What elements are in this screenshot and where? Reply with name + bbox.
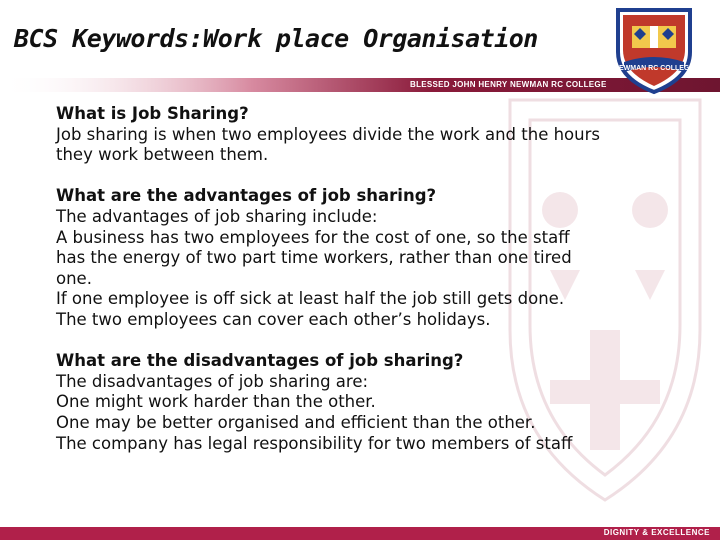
answer-line: One might work harder than the other. xyxy=(56,392,376,412)
answer-line: The advantages of job sharing include: xyxy=(56,206,378,226)
answer-line: they work between them. xyxy=(56,145,269,165)
question-job-sharing: What is Job Sharing? xyxy=(56,104,249,123)
slide-body xyxy=(56,104,676,454)
slide-title: BCS Keywords:Work place Organisation xyxy=(14,24,538,53)
question-disadvantages: What are the disadvantages of job sharing? xyxy=(56,351,464,371)
answer-line: The two employees can cover each other’s holidays. xyxy=(56,309,491,329)
answer-line: has the energy of two part time workers, rather than one tired xyxy=(56,248,572,268)
answer-line: If one employee is off sick at least half the job still gets done. xyxy=(56,289,565,309)
answer-line: The disadvantages of job sharing are: xyxy=(56,371,369,391)
footer-bar xyxy=(0,527,720,540)
answer-line: one. xyxy=(56,268,92,288)
school-banner: BLESSED JOHN HENRY NEWMAN RC COLLEGE xyxy=(410,80,607,89)
answer-line: Job sharing is when two employees divide the work and the hours xyxy=(56,124,600,144)
question-advantages: What are the advantages of job sharing? xyxy=(56,186,437,206)
answer-line: One may be better organised and efficient than the other. xyxy=(56,412,536,432)
footer-motto: DIGNITY & EXCELLENCE xyxy=(603,528,710,537)
college-crest-logo xyxy=(612,4,696,96)
answer-line: The company has legal responsibility for two members of staff xyxy=(56,433,573,453)
answer-line: A business has two employees for the cost of one, so the staff xyxy=(56,227,570,247)
svg-text:NEWMAN RC COLLEGE: NEWMAN RC COLLEGE xyxy=(613,65,695,72)
